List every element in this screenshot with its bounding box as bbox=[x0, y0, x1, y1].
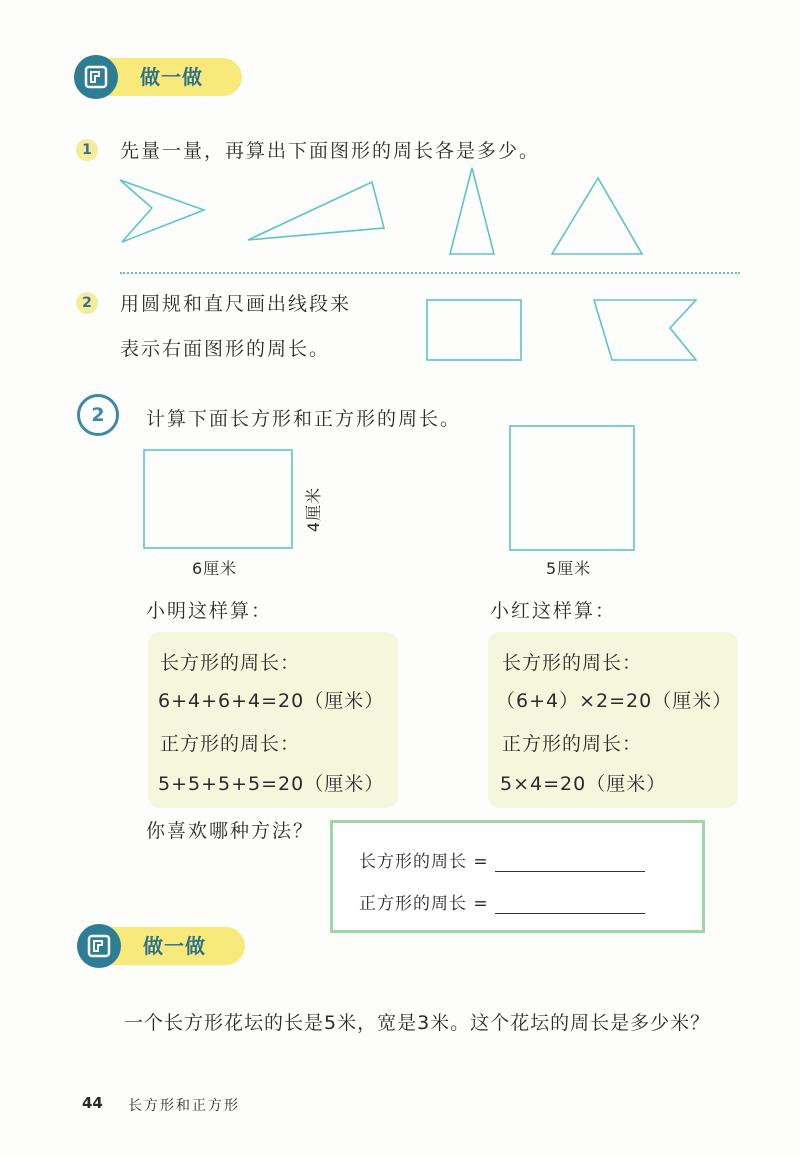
task-number-badge: 2 bbox=[76, 292, 98, 314]
obtuse-triangle-shape bbox=[248, 182, 384, 240]
task2-line1: 用圆规和直尺画出线段来 bbox=[120, 293, 352, 315]
xiaohong-square-calc: 5×4=20（厘米） bbox=[500, 773, 667, 795]
xiaoming-rect-calc: 6+4+6+4=20（厘米） bbox=[158, 690, 385, 712]
xiaoming-rect-label: 长方形的周长： bbox=[160, 652, 301, 674]
banner-title: 做一做 bbox=[140, 65, 203, 89]
square-answer-row bbox=[359, 889, 645, 914]
task1-shapes bbox=[100, 160, 660, 270]
equilateral-triangle-shape bbox=[552, 178, 642, 254]
square-side-label: 5厘米 bbox=[546, 559, 592, 578]
xiaohong-rect-calc: （6+4）×2=20（厘米） bbox=[496, 690, 733, 712]
flag-shape bbox=[594, 300, 696, 360]
pencil-square-icon bbox=[85, 932, 113, 960]
example-number-circle: 2 bbox=[77, 394, 119, 436]
section-banner-bottom bbox=[77, 924, 249, 968]
rect-width-label: 6厘米 bbox=[192, 559, 238, 578]
xiaohong-title: 小红这样算： bbox=[490, 600, 617, 622]
task2-line2: 表示右面图形的周长。 bbox=[120, 338, 331, 360]
square-answer-blank[interactable] bbox=[495, 895, 645, 914]
task1-instruction: 先量一量，再算出下面图形的周长各是多少。 bbox=[120, 140, 541, 162]
xiaoming-square-label: 正方形的周长： bbox=[160, 733, 301, 755]
square-answer-label: 正方形的周长 = bbox=[359, 894, 489, 914]
pencil-square-icon bbox=[82, 63, 110, 91]
task-number-badge: 1 bbox=[76, 139, 98, 161]
banner-icon-circle bbox=[77, 924, 121, 968]
banner-icon-circle bbox=[74, 55, 118, 99]
section-banner-top bbox=[74, 55, 246, 99]
rect-height-label: 4厘米 bbox=[304, 486, 324, 533]
xiaohong-square-label: 正方形的周长： bbox=[502, 733, 643, 755]
task2-shapes bbox=[420, 290, 710, 370]
isosceles-triangle-shape bbox=[450, 168, 494, 254]
dotted-divider bbox=[120, 272, 740, 274]
example2-shapes bbox=[140, 420, 650, 560]
chapter-title: 长方形和正方形 bbox=[128, 1098, 240, 1114]
xiaoming-title: 小明这样算： bbox=[146, 600, 273, 622]
flowerbed-question: 一个长方形花坛的长是5米，宽是3米。这个花坛的周长是多少米？ bbox=[124, 1012, 711, 1034]
rect-answer-blank[interactable] bbox=[495, 853, 645, 872]
xiaoming-square-calc: 5+5+5+5=20（厘米） bbox=[158, 773, 385, 795]
square-shape bbox=[510, 426, 634, 550]
banner-title: 做一做 bbox=[143, 934, 206, 958]
example2-instruction: 计算下面长方形和正方形的周长。 bbox=[146, 408, 462, 430]
page-number: 44 bbox=[82, 1094, 103, 1112]
answer-box bbox=[330, 820, 705, 933]
rectangle-shape bbox=[144, 450, 292, 548]
small-rectangle-shape bbox=[427, 300, 521, 360]
rect-answer-row bbox=[359, 847, 645, 872]
xiaohong-rect-label: 长方形的周长： bbox=[502, 652, 643, 674]
rect-answer-label: 长方形的周长 = bbox=[359, 852, 489, 872]
arrowhead-shape bbox=[120, 180, 204, 242]
method-question: 你喜欢哪种方法？ bbox=[146, 820, 315, 842]
